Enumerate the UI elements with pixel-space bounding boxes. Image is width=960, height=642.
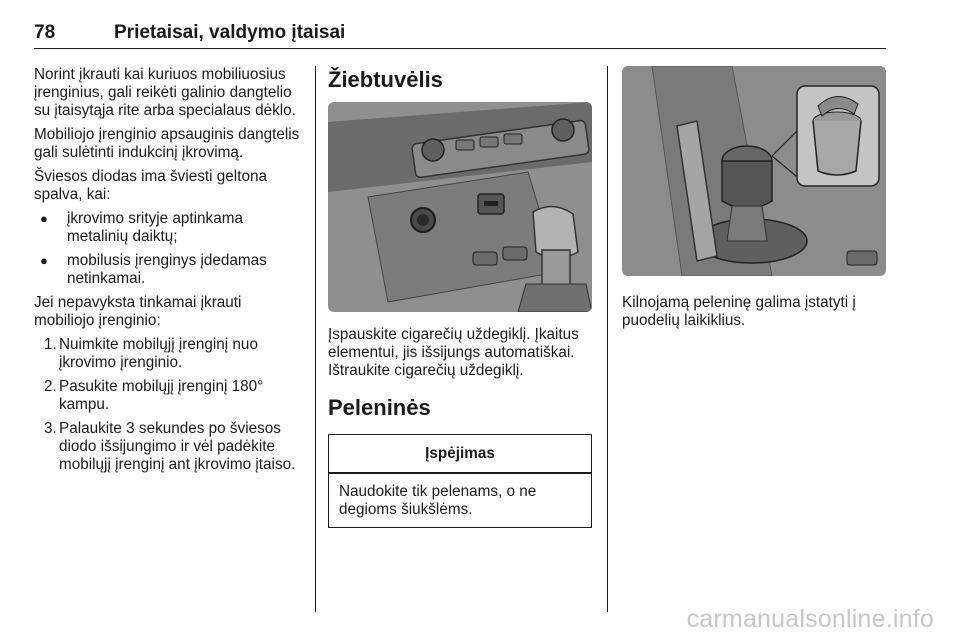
list-item: ● mobilusis įrenginys įdedamas netinkamai. — [40, 252, 267, 287]
ashtray-caption: Kilnojamą peleninę galima įstatyti į puodelių laikiklius. — [622, 294, 856, 329]
paragraph-led-yellow: Šviesos diodas ima šviesti geltona spalva, kai: — [34, 168, 267, 203]
lighter-illustration — [328, 102, 592, 312]
step-list — [34, 336, 304, 474]
list-item: 2. Pasukite mobilųjį įrenginį 180° kampu. — [44, 378, 264, 413]
ashtray-figure — [622, 66, 886, 276]
heading-ashtrays: Peleninės — [328, 395, 431, 420]
list-item: 3. Palaukite 3 sekundes po šviesos diodo išsijungimo ir vėl padėkite mobilųjį įrenginį ant įkrovimo įtaiso. — [44, 420, 296, 473]
column-3 — [622, 66, 886, 330]
page-number: 78 — [34, 22, 56, 43]
warning-box — [328, 434, 592, 528]
header-rule — [34, 48, 886, 49]
ashtray-illustration — [622, 66, 886, 276]
list-item: 1. Nuimkite mobilųjį įrenginį nuo įkrovimo įrenginio. — [44, 336, 258, 371]
lighter-figure — [328, 102, 592, 312]
paragraph-protective-cover: Mobiliojo įrenginio apsauginis dangtelis gali sulėtinti indukcinį įkrovimą. — [34, 126, 300, 161]
column-2 — [328, 66, 592, 528]
section-title: Prietaisai, valdymo įtaisai — [114, 22, 346, 43]
warning-text: Naudokite tik pelenams, o ne degioms šiukšlėms. — [339, 482, 537, 518]
list-item: ● įkrovimo srityje aptinkama metalinių daiktų; — [40, 210, 243, 245]
bullet-icon: ● — [40, 211, 48, 226]
bullet-list — [34, 210, 304, 288]
paragraph-charging-fails: Jei nepavyksta tinkamai įkrauti mobiliojo įrenginio: — [34, 294, 242, 329]
heading-lighter: Žiebtuvėlis — [328, 67, 443, 92]
column-1 — [34, 66, 304, 480]
column-divider-2 — [607, 66, 608, 612]
bullet-icon: ● — [40, 253, 48, 268]
column-divider-1 — [315, 66, 316, 612]
paragraph-charging-cover: Norint įkrauti kai kuriuos mobiliuosius įrenginius, gali reikėti galinio dangtelio su įtaisytąja rite arba specialaus dėklo. — [34, 66, 296, 119]
lighter-caption: Įspauskite cigarečių uždegiklį. Įkaitus elementui, jis išsijungs automatiškai. Ištraukite cigarečių uždegiklį. — [328, 326, 579, 379]
watermark: carmanualsonline.info — [686, 605, 934, 633]
warning-title: Įspėjimas — [425, 445, 495, 462]
